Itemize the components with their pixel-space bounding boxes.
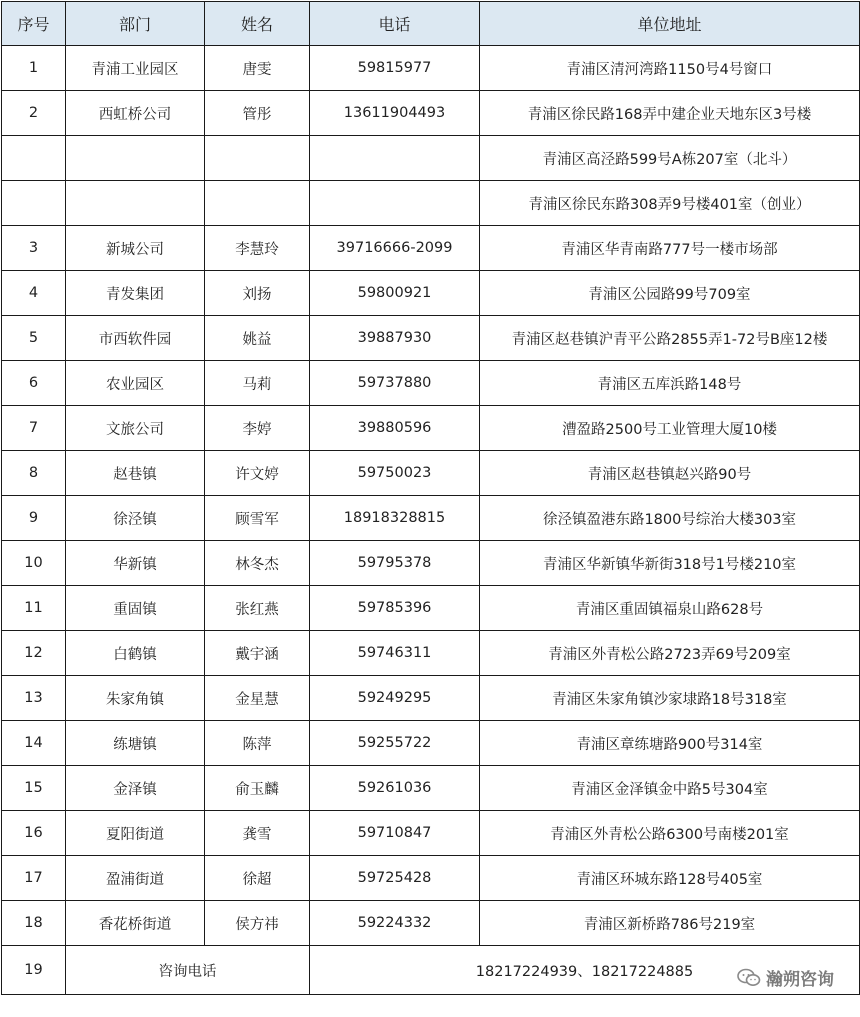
header-department: 部门 xyxy=(66,2,205,46)
table-row xyxy=(2,631,860,676)
cell-department: 新城公司 xyxy=(66,226,205,271)
cell-address: 青浦区赵巷镇沪青平公路2855弄1-72号B座12楼 xyxy=(480,316,860,361)
cell-department: 农业园区 xyxy=(66,361,205,406)
cell-department: 文旅公司 xyxy=(66,406,205,451)
cell-index: 14 xyxy=(2,721,66,766)
cell-phone: 59785396 xyxy=(310,586,480,631)
cell-phone: 59255722 xyxy=(310,721,480,766)
cell-index: 1 xyxy=(2,46,66,91)
cell-department: 盈浦街道 xyxy=(66,856,205,901)
cell-index: 10 xyxy=(2,541,66,586)
table-row xyxy=(2,46,860,91)
header-phone: 电话 xyxy=(310,2,480,46)
cell-department: 白鹤镇 xyxy=(66,631,205,676)
table-row xyxy=(2,541,860,586)
cell-index: 12 xyxy=(2,631,66,676)
cell-address: 青浦区新桥路786号219室 xyxy=(480,901,860,946)
header-row xyxy=(2,2,860,46)
cell-phone: 59249295 xyxy=(310,676,480,721)
cell-address: 青浦区五库浜路148号 xyxy=(480,361,860,406)
footer-index: 19 xyxy=(2,946,66,995)
cell-index: 3 xyxy=(2,226,66,271)
cell-index: 13 xyxy=(2,676,66,721)
table-row xyxy=(2,316,860,361)
cell-address: 青浦区金泽镇金中路5号304室 xyxy=(480,766,860,811)
cell-name: 徐超 xyxy=(205,856,310,901)
cell-department: 青浦工业园区 xyxy=(66,46,205,91)
cell-address: 青浦区高泾路599号A栋207室（北斗） xyxy=(480,136,860,181)
table-row xyxy=(2,406,860,451)
cell-department: 青发集团 xyxy=(66,271,205,316)
cell-address: 青浦区外青松公路2723弄69号209室 xyxy=(480,631,860,676)
cell-index: 5 xyxy=(2,316,66,361)
cell-name: 唐雯 xyxy=(205,46,310,91)
table-row xyxy=(2,901,860,946)
cell-address: 青浦区朱家角镇沙家埭路18号318室 xyxy=(480,676,860,721)
cell-phone: 59224332 xyxy=(310,901,480,946)
cell-name: 俞玉麟 xyxy=(205,766,310,811)
cell-department: 华新镇 xyxy=(66,541,205,586)
cell-name: 林冬杰 xyxy=(205,541,310,586)
cell-phone: 59815977 xyxy=(310,46,480,91)
cell-index xyxy=(2,181,66,226)
cell-department: 市西软件园 xyxy=(66,316,205,361)
watermark-text: 瀚朔咨询 xyxy=(766,970,834,990)
cell-name: 李慧玲 xyxy=(205,226,310,271)
cell-phone: 59725428 xyxy=(310,856,480,901)
cell-department: 赵巷镇 xyxy=(66,451,205,496)
cell-name: 侯方祎 xyxy=(205,901,310,946)
cell-name: 龚雪 xyxy=(205,811,310,856)
footer-label: 咨询电话 xyxy=(66,946,310,995)
cell-name: 陈萍 xyxy=(205,721,310,766)
cell-address: 青浦区环城东路128号405室 xyxy=(480,856,860,901)
cell-department xyxy=(66,181,205,226)
cell-phone: 13611904493 xyxy=(310,91,480,136)
cell-name: 金星慧 xyxy=(205,676,310,721)
cell-address: 青浦区清河湾路1150号4号窗口 xyxy=(480,46,860,91)
cell-department: 朱家角镇 xyxy=(66,676,205,721)
table-row xyxy=(2,361,860,406)
cell-phone: 59737880 xyxy=(310,361,480,406)
cell-index: 6 xyxy=(2,361,66,406)
cell-address: 青浦区徐民路168弄中建企业天地东区3号楼 xyxy=(480,91,860,136)
cell-name: 管彤 xyxy=(205,91,310,136)
cell-phone: 59800921 xyxy=(310,271,480,316)
table-row xyxy=(2,721,860,766)
header-address: 单位地址 xyxy=(480,2,860,46)
table-row xyxy=(2,496,860,541)
contact-table xyxy=(1,1,860,995)
table-row xyxy=(2,766,860,811)
cell-index: 11 xyxy=(2,586,66,631)
cell-index: 18 xyxy=(2,901,66,946)
cell-address: 青浦区徐民东路308弄9号楼401室（创业） xyxy=(480,181,860,226)
table-row xyxy=(2,586,860,631)
cell-department: 重固镇 xyxy=(66,586,205,631)
cell-name: 许文婷 xyxy=(205,451,310,496)
cell-phone: 39716666-2099 xyxy=(310,226,480,271)
cell-phone: 39887930 xyxy=(310,316,480,361)
table-row xyxy=(2,181,860,226)
table-row xyxy=(2,811,860,856)
cell-phone: 59746311 xyxy=(310,631,480,676)
cell-name xyxy=(205,181,310,226)
table-row xyxy=(2,856,860,901)
cell-index: 15 xyxy=(2,766,66,811)
cell-phone: 59795378 xyxy=(310,541,480,586)
cell-address: 青浦区华青南路777号一楼市场部 xyxy=(480,226,860,271)
cell-address: 漕盈路2500号工业管理大厦10楼 xyxy=(480,406,860,451)
cell-address: 青浦区华新镇华新街318号1号楼210室 xyxy=(480,541,860,586)
table-row xyxy=(2,91,860,136)
cell-department: 西虹桥公司 xyxy=(66,91,205,136)
cell-name: 戴宇涵 xyxy=(205,631,310,676)
cell-phone: 39880596 xyxy=(310,406,480,451)
cell-name xyxy=(205,136,310,181)
cell-phone xyxy=(310,181,480,226)
cell-address: 青浦区外青松公路6300号南楼201室 xyxy=(480,811,860,856)
table-row xyxy=(2,451,860,496)
cell-address: 青浦区公园路99号709室 xyxy=(480,271,860,316)
table-body xyxy=(2,46,860,995)
cell-name: 姚益 xyxy=(205,316,310,361)
cell-name: 刘扬 xyxy=(205,271,310,316)
cell-name: 马莉 xyxy=(205,361,310,406)
table-row xyxy=(2,226,860,271)
cell-department: 徐泾镇 xyxy=(66,496,205,541)
cell-department: 练塘镇 xyxy=(66,721,205,766)
cell-phone: 59261036 xyxy=(310,766,480,811)
cell-phone: 59750023 xyxy=(310,451,480,496)
cell-department xyxy=(66,136,205,181)
table-row xyxy=(2,136,860,181)
cell-index: 8 xyxy=(2,451,66,496)
table-row xyxy=(2,676,860,721)
header-name: 姓名 xyxy=(205,2,310,46)
cell-address: 青浦区赵巷镇赵兴路90号 xyxy=(480,451,860,496)
cell-phone xyxy=(310,136,480,181)
cell-index: 17 xyxy=(2,856,66,901)
cell-index xyxy=(2,136,66,181)
cell-phone: 18918328815 xyxy=(310,496,480,541)
cell-index: 4 xyxy=(2,271,66,316)
cell-index: 9 xyxy=(2,496,66,541)
cell-address: 徐泾镇盈港东路1800号综治大楼303室 xyxy=(480,496,860,541)
cell-name: 张红燕 xyxy=(205,586,310,631)
table-row xyxy=(2,271,860,316)
cell-index: 16 xyxy=(2,811,66,856)
cell-index: 2 xyxy=(2,91,66,136)
cell-department: 夏阳街道 xyxy=(66,811,205,856)
cell-department: 香花桥街道 xyxy=(66,901,205,946)
cell-address: 青浦区重固镇福泉山路628号 xyxy=(480,586,860,631)
cell-phone: 59710847 xyxy=(310,811,480,856)
footer-row xyxy=(2,946,860,995)
cell-address: 青浦区章练塘路900号314室 xyxy=(480,721,860,766)
cell-index: 7 xyxy=(2,406,66,451)
cell-name: 李婷 xyxy=(205,406,310,451)
footer-phones: 18217224939、18217224885 xyxy=(310,946,860,995)
header-index: 序号 xyxy=(2,2,66,46)
cell-name: 顾雪军 xyxy=(205,496,310,541)
cell-department: 金泽镇 xyxy=(66,766,205,811)
